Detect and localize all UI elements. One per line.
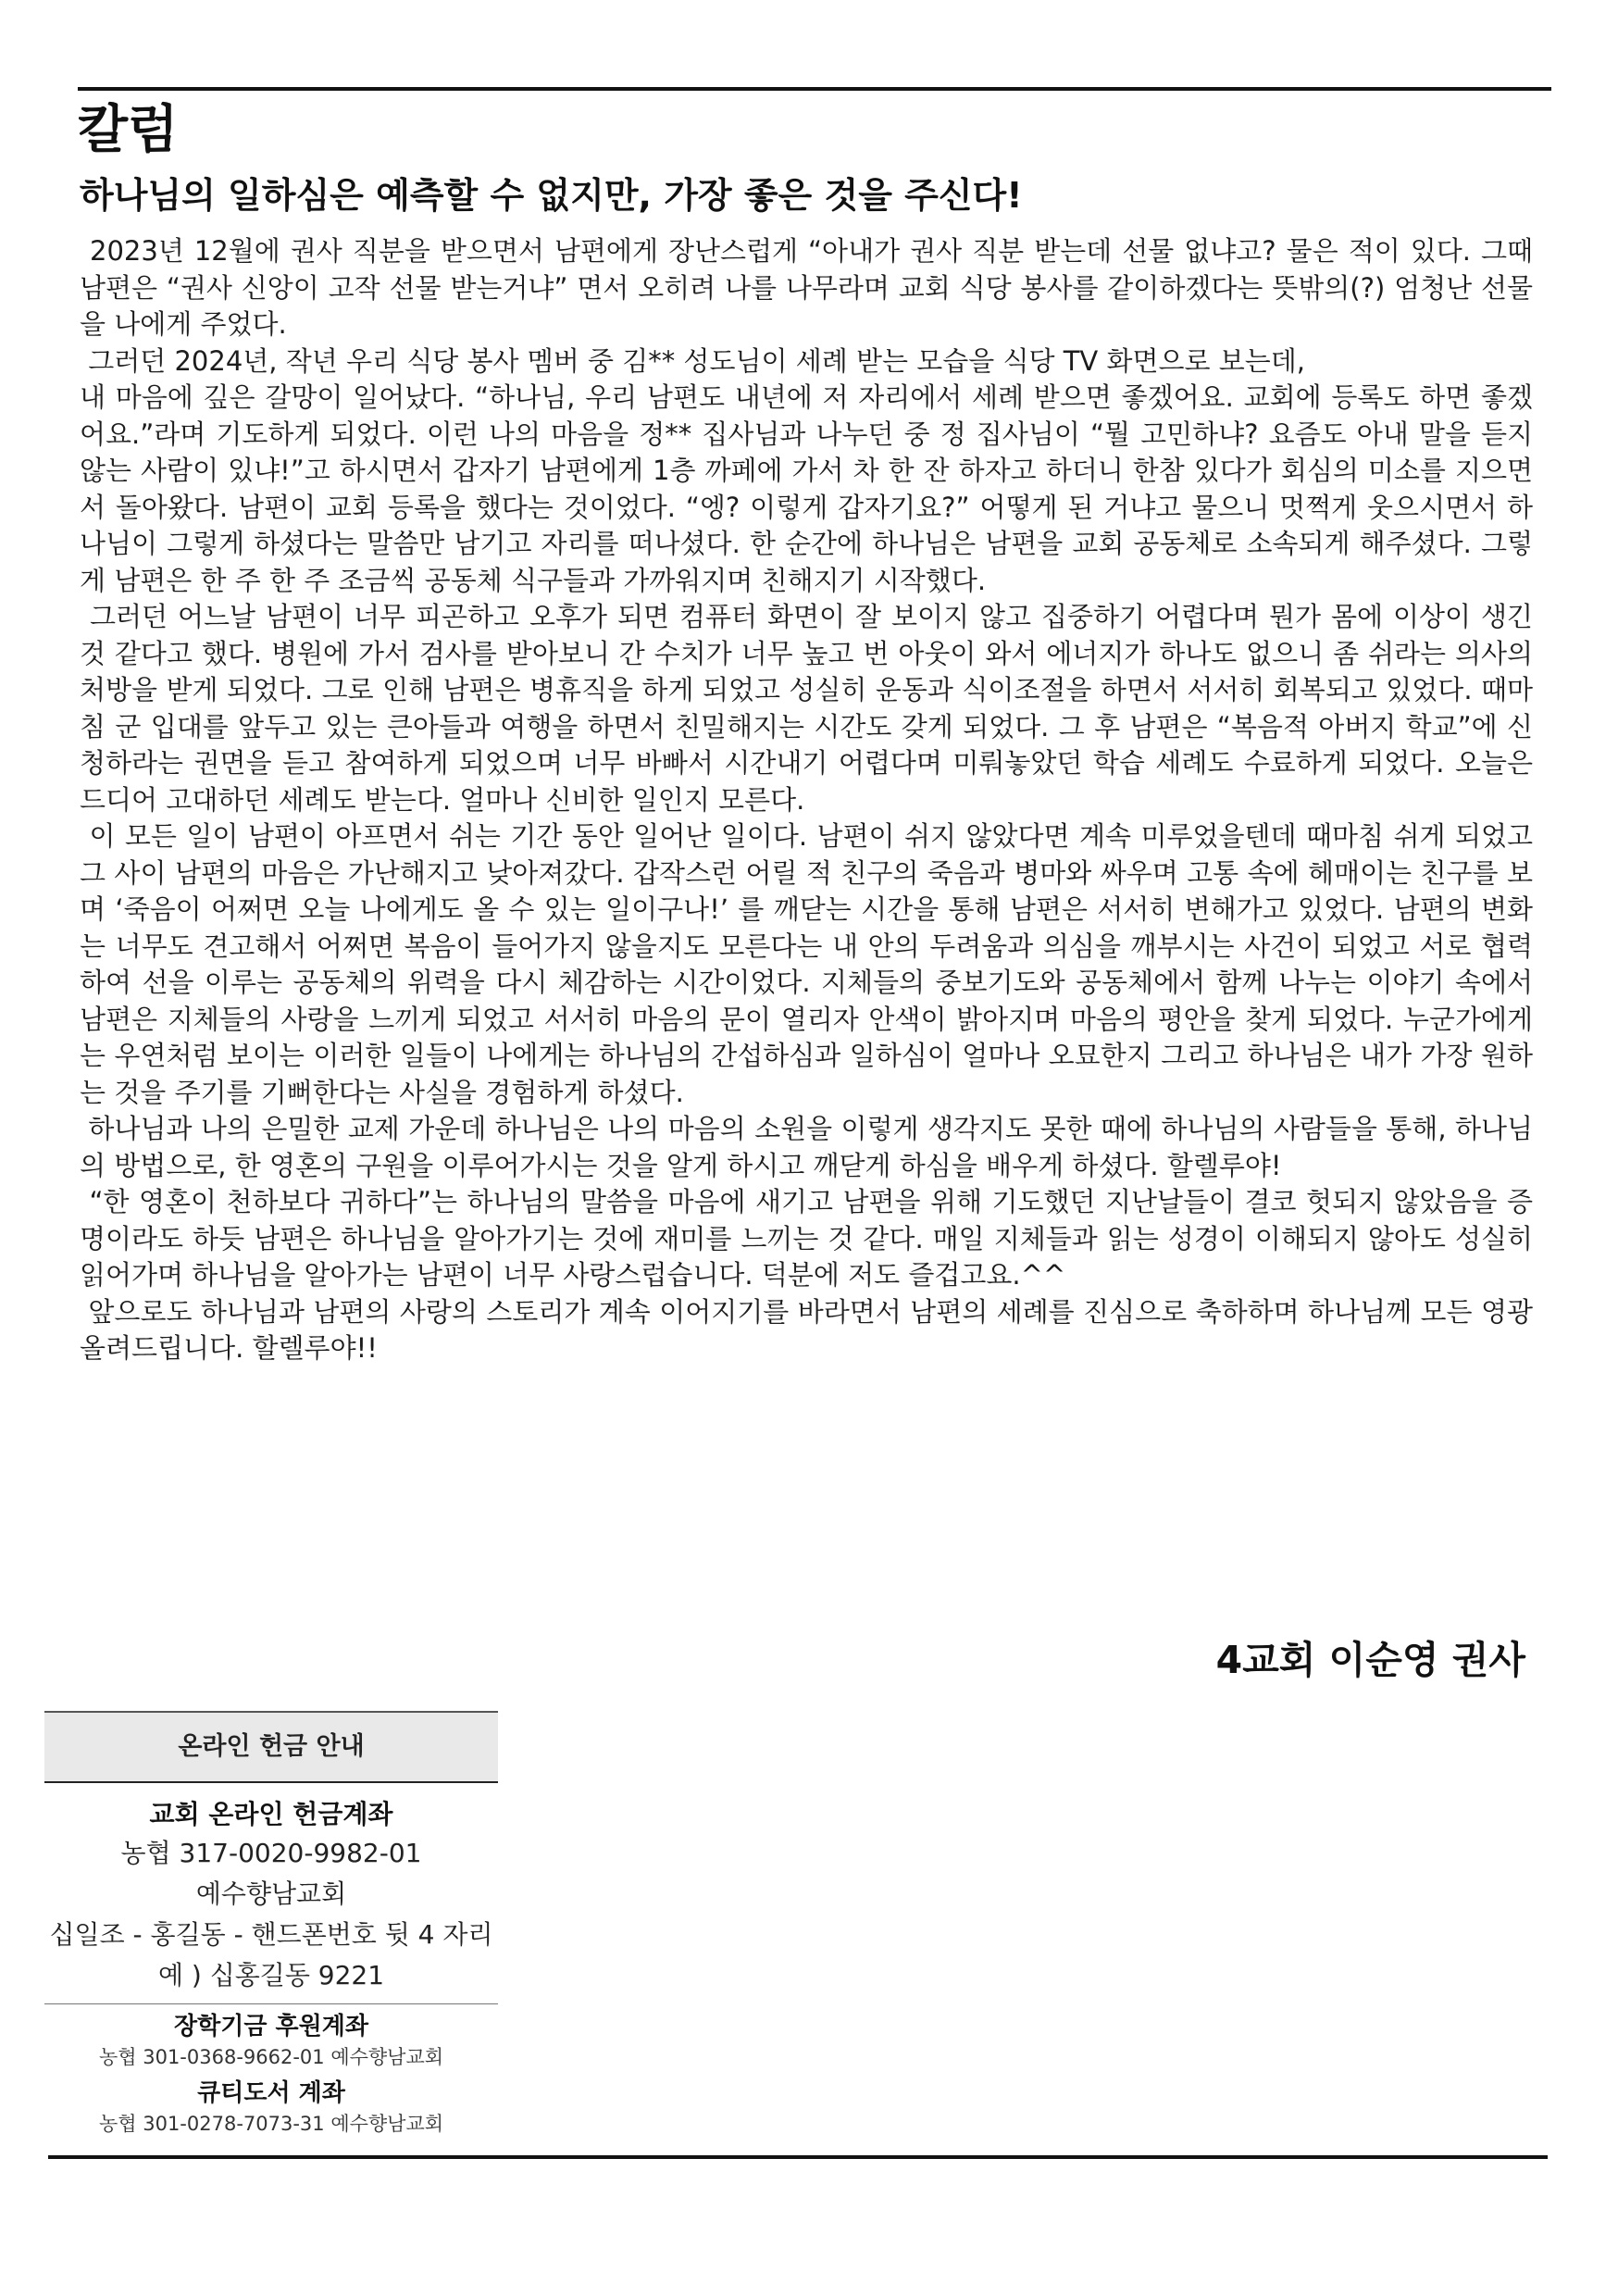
- article-body: [80, 233, 1542, 1367]
- paragraph: 이 모든 일이 남편이 아프면서 쉬는 기간 동안 일어난 일이다. 남편이 쉬지 않았다면 계속 미루었을텐데 때마침 쉬게 되었고 그 사이 남편의 마음은 가난해지고 낮아져갔다. 갑작스런 어릴 적 친구의 죽음과 병마와 싸우며 고통 속에 헤매이는 친구를 보며 ‘죽음이 어쩌면 오늘 나에게도 올 수 있는 일이구나!’ 를 깨닫는 시간을 통해 남편은 서서히 변해가고 있었다. 남편의 변화는 너무도 견고해서 어쩌면 복음이 들어가지 않을지도 모른다는 내 안의 두려움과 의심을 깨부시는 사건이 되었고 서로 협력하여 선을 이루는 공동체의 위력을 다시 체감하는 시간이었다. 지체들의 중보기도와 공동체에서 함께 나누는 이야기 속에서 남편은 지체들의 사랑을 느끼게 되었고 서서히 마음의 문이 열리자 안색이 밝아지며 마음의 평안을 찾게 되었다. 누군가에게는 우연처럼 보이는 이러한 일들이 나에게는 하나님의 간섭하심과 일하심이 얼마나 오묘한지 그리고 하나님은 내가 가장 원하는 것을 주기를 기뻐한다는 사실을 경험하게 하셨다.: [80, 820, 1542, 1108]
- offering-header: 온라인 헌금 안내: [44, 1713, 498, 1783]
- account-number: 농협 317-0020-9982-01: [120, 1838, 422, 1868]
- author-signature: 4교회 이순영 권사: [1215, 1638, 1525, 1682]
- bottom-divider: [48, 2155, 1548, 2159]
- qt-book-account: 농협 301-0278-7073-31 예수향남교회: [98, 2113, 444, 2135]
- qt-book-title: 큐티도서 계좌: [197, 2079, 345, 2107]
- paragraph: 그러던 어느날 남편이 너무 피곤하고 오후가 되면 컴퓨터 화면이 잘 보이지 않고 집중하기 어렵다며 뭔가 몸에 이상이 생긴 것 같다고 했다. 병원에 가서 검사를 받아보니 간 수치가 너무 높고 번 아웃이 와서 에너지가 하나도 없으니 좀 쉬라는 의사의 처방을 받게 되었다. 그로 인해 남편은 병휴직을 하게 되었고 성실히 운동과 식이조절을 하면서 서서히 회복되고 있었다. 때마침 군 입대를 앞두고 있는 큰아들과 여행을 하면서 친밀해지는 시간도 갖게 되었다. 그 후 남편은 “복음적 아버지 학교”에 신청하라는 권면을 듣고 참여하게 되었으며 너무 바빠서 시간내기 어렵다며 미뤄놓았던 학습 세례도 수료하게 되었다. 오늘은 드디어 고대하던 세례도 받는다. 얼마나 신비한 일인지 모른다.: [80, 601, 1542, 816]
- offering-example: 예 ) 십홍길동 9221: [157, 1960, 385, 1990]
- top-divider: [78, 87, 1551, 91]
- online-offering-box: [44, 1711, 498, 2138]
- offering-note: 십일조 - 홍길동 - 핸드폰번호 뒷 4 자리: [49, 1919, 493, 1950]
- scholarship-title: 장학기금 후원계좌: [174, 2013, 368, 2040]
- paragraph: 앞으로도 하나님과 남편의 사랑의 스토리가 계속 이어지기를 바라면서 남편의 세례를 진심으로 축하하며 하나님께 모든 영광 올려드립니다. 할렐루야!!: [80, 1295, 1542, 1364]
- column-heading: 칼럼: [78, 99, 179, 160]
- paragraph: 2023년 12월에 권사 직분을 받으면서 남편에게 장난스럽게 “아내가 권사 직분 받는데 선물 없냐고? 물은 적이 있다. 그때 남편은 “권사 신앙이 고작 선물 받는거냐” 면서 오히려 나를 나무라며 교회 식당 봉사를 같이하겠다는 뜻밖의(?) 엄청난 선물을 나에게 주었다.: [80, 235, 1542, 340]
- account-holder: 예수향남교회: [195, 1878, 347, 1909]
- scholarship-account: 농협 301-0368-9662-01 예수향남교회: [98, 2046, 444, 2068]
- paragraph: 그러던 2024년, 작년 우리 식당 봉사 멤버 중 김** 성도님이 세례 받는 모습을 식당 TV 화면으로 보는데, 내 마음에 깊은 갈망이 일어났다. “하나님, 우리 남편도 내년에 저 자리에서 세례 받으면 좋겠어요. 교회에 등록도 하면 좋겠어요.”라며 기도하게 되었다. 이런 나의 마음을 정** 집사님과 나누던 중 정 집사님이 “뭘 고민하냐? 요즘도 아내 말을 듣지 않는 사람이 있냐!”고 하시면서 갑자기 남편에게 1층 까페에 가서 차 한 잔 하자고 하더니 한참 있다가 회심의 미소를 지으면서 돌아왔다. 남편이 교회 등록을 했다는 것이었다. “엥? 이렇게 갑자기요?” 어떻게 된 거냐고 물으니 멋쩍게 웃으시면서 하나님이 그렇게 하셨다는 말씀만 남기고 자리를 떠나셨다. 한 순간에 하나님은 남편을 교회 공동체로 소속되게 해주셨다. 그렇게 남편은 한 주 한 주 조금씩 공동체 식구들과 가까워지며 친해지기 시작했다.: [80, 344, 1533, 596]
- box-divider: [44, 2003, 498, 2004]
- account-title: 교회 온라인 헌금계좌: [149, 1799, 393, 1829]
- paragraph: 하나님과 나의 은밀한 교제 가운데 하나님은 나의 마음의 소원을 이렇게 생각지도 못한 때에 하나님의 사람들을 통해, 하나님의 방법으로, 한 영혼의 구원을 이루어가시는 것을 알게 하시고 깨닫게 하심을 배우게 하셨다. 할렐루야! “한 영혼이 천하보다 귀하다”는 하나님의 말씀을 마음에 새기고 남편을 위해 기도했던 지난날들이 결코 헛되지 않았음을 증명이라도 하듯 남편은 하나님을 알아가기는 것에 재미를 느끼는 것 같다. 매일 지체들과 읽는 성경이 이해되지 않아도 성실히 읽어가며 하나님을 알아가는 남편이 너무 사랑스럽습니다. 덕분에 저도 즐겁고요.^^: [80, 1113, 1534, 1291]
- article-title: 하나님의 일하심은 예측할 수 없지만, 가장 좋은 것을 주신다!: [80, 175, 1023, 216]
